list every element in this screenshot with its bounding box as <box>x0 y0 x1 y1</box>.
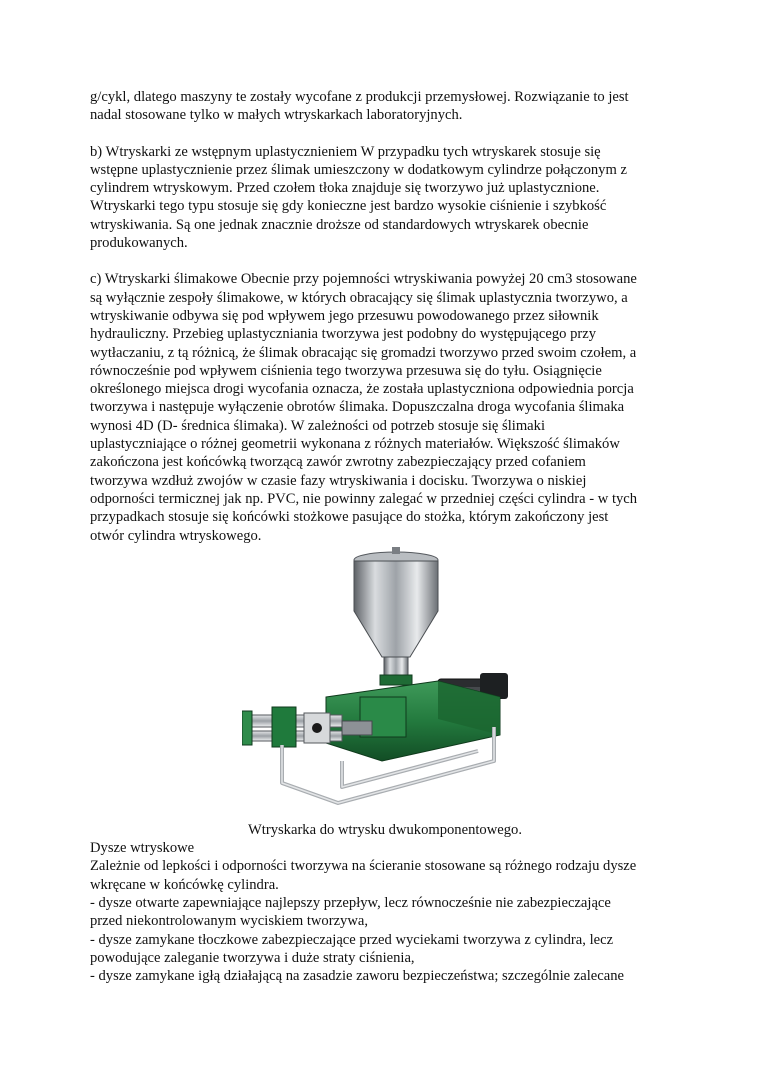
list-item: - dysze zamykane igłą działającą na zasadzie zaworu bezpieczeństwa; szczególnie zalecane <box>90 968 624 985</box>
injection-molding-machine-illustration <box>242 547 532 815</box>
text-line: przypadkach stosuje się końcówki stożkowe pasujące do stożka, którym zakończony jest <box>90 509 609 526</box>
text-line: g/cykl, dlatego maszyny te zostały wycofane z produkcji przemysłowej. Rozwiązanie to jest <box>90 89 629 105</box>
list-item: - dysze otwarte zapewniające najlepszy przepływ, lecz równocześnie nie zabezpieczające <box>90 895 611 912</box>
text-line: Zależnie od lepkości i odporności tworzywa na ścieranie stosowane są różnego rodzaju dysze <box>90 858 637 875</box>
paragraph-c <box>90 270 680 544</box>
text-line: równocześnie pod wpływem ciśnienia tego tworzywa przesuwa się do tyłu. Osiągnięcie <box>90 362 602 379</box>
text-line: tworzywa wzdłuż zwojów w czasie fazy wtryskiwania i docisku. Tworzywa o niskiej <box>90 472 587 489</box>
machine-figure <box>90 545 680 817</box>
text-line: powodujące zaleganie tworzywa i duże straty ciśnienia, <box>90 949 415 966</box>
text-line: zakończona jest końcówką tworzącą zawór zwrotny zabezpieczający przed cofaniem <box>90 454 586 471</box>
text-line: hydrauliczny. Przebieg uplastyczniania tworzywa jest podobny do występującego przy <box>90 326 597 343</box>
text-line: c) Wtryskarki ślimakowe Obecnie przy pojemności wtryskiwania powyżej 20 cm3 stosowane <box>90 271 637 288</box>
hopper-cone <box>354 561 438 657</box>
text-line: b) Wtryskarki ze wstępnym uplastycznieniem W przypadku tych wtryskarek stosuje się <box>90 143 601 160</box>
text-line: uplastyczniające o różnej geometrii wykonana z różnych materiałów. Większość ślimaków <box>90 436 620 453</box>
document-page <box>90 88 680 986</box>
text-line: wynosi 4D (D- średnica ślimaka). W zależności od potrzeb stosuje się ślimaki <box>90 417 545 434</box>
figure-caption: Wtryskarka do wtrysku dwukomponentowego. <box>248 821 522 838</box>
text-line: otwór cylindra wtryskowego. <box>90 527 262 544</box>
text-line: produkowanych. <box>90 235 188 252</box>
text-line: Wtryskarki tego typu stosuje się gdy konieczne jest bardzo wysokie ciśnienie i szybkość <box>90 198 607 215</box>
paragraph-b <box>90 143 680 253</box>
text-line: odporności termicznej jak np. PVC, nie powinny zalegać w przedniej części cylindra - w tych <box>90 490 638 507</box>
section-heading: Dysze wtryskowe <box>90 840 195 857</box>
text-line: tworzywa i następuje wyłączenie obrotów ślimaka. Dopuszczalna droga wycofania ślimaka <box>90 399 625 416</box>
text-line: są wyłącznie zespoły ślimakowe, w których obracający się ślimak uplastycznia tworzywo, a <box>90 289 628 306</box>
text-line: wtryskiwania. Są one jednak znacznie droższe od standardowych wtryskarek obecnie <box>90 216 589 233</box>
text-line: wtryskiwanie odbywa się pod wpływem jego przesuwu powodowanego przez siłownik <box>90 307 599 324</box>
text-line: nadal stosowane tylko w małych wtryskarkach laboratoryjnych. <box>90 107 463 124</box>
text-line: określonego miejsca drogi wycofania oznacza, że została uplastyczniona odpowiednia porcja <box>90 381 634 398</box>
text-line: przed niekontrolowanym wyciskiem tworzywa, <box>90 913 369 930</box>
text-line: cylindrem wtryskowym. Przed czołem tłoka znajduje się tworzywo już uplastycznione. <box>90 180 600 197</box>
text-line: wkręcane w końcówkę cylindra. <box>90 876 279 893</box>
text-line: wstępne uplastycznienie przez ślimak umieszczony w dodatkowym cylindrze połączonym z <box>90 161 627 178</box>
list-item: - dysze zamykane tłoczkowe zabezpieczające przed wyciekami tworzywa z cylindra, lecz <box>90 931 614 948</box>
text-line: wytłaczaniu, z tą różnicą, że ślimak obracając się gromadzi tworzywo przed swoim czołem, a <box>90 344 637 361</box>
section-nozzles <box>90 839 680 985</box>
paragraph-a <box>90 88 680 125</box>
